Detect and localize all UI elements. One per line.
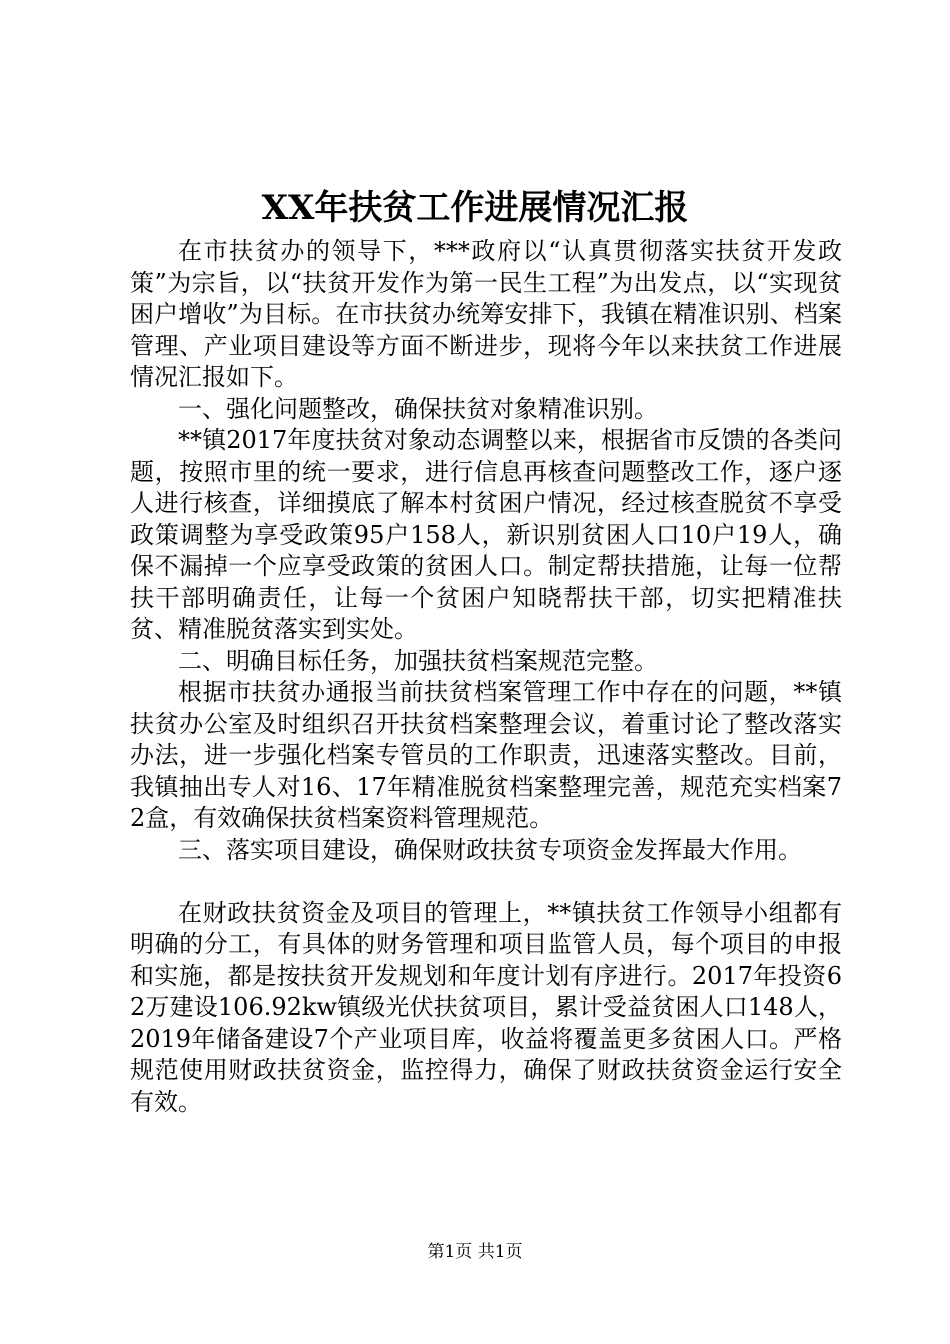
section-heading-3: 三、落实项目建设，确保财政扶贫专项资金发挥最大作用。 [178, 835, 802, 864]
intro-paragraph: 在市扶贫办的领导下，***政府以“认真贯彻落实扶贫开发政策”为宗旨，以“扶贫开发作为第一民生工程”为出发点，以“实现贫困户增收”为目标。在市扶贫办统筹安排下，我镇在精准识别、档案管理、产业项目建设等方面不断进步，现将今年以来扶贫工作进展情况汇报如下。 [130, 237, 842, 391]
document-body [130, 236, 842, 1118]
section-1-paragraph: **镇2017年度扶贫对象动态调整以来，根据省市反馈的各类问题，按照市里的统一要求，进行信息再核查问题整改工作，逐户逐人进行核查，详细摸底了解本村贫困户情况，经过核查脱贫不享受政策调整为享受政策95户158人，新识别贫困人口10户19人，确保不漏掉一个应享受政策的贫困人口。制定帮扶措施，让每一位帮扶干部明确责任，让每一个贫困户知晓帮扶干部，切实把精准扶贫、精准脱贫落实到实处。 [130, 426, 842, 643]
section-3-paragraph: 在财政扶贫资金及项目的管理上，**镇扶贫工作领导小组都有明确的分工，有具体的财务管理和项目监管人员，每个项目的申报和实施，都是按扶贫开发规划和年度计划有序进行。2017年投资62万建设106.92kw镇级光伏扶贫项目，累计受益贫困人口148人，2019年储备建设7个产业项目库，收益将覆盖更多贫困人口。严格规范使用财政扶贫资金，监控得力，确保了财政扶贫资金运行安全有效。 [130, 898, 842, 1116]
page-footer: 第1页 共1页 [427, 1242, 523, 1262]
section-heading-2: 二、明确目标任务，加强扶贫档案规范完整。 [178, 646, 658, 675]
document-title: XX年扶贫工作进展情况汇报 [261, 188, 689, 228]
section-2-paragraph: 根据市扶贫办通报当前扶贫档案管理工作中存在的问题，**镇扶贫办公室及时组织召开扶贫档案整理会议，着重讨论了整改落实办法，进一步强化档案专管员的工作职责，迅速落实整改。目前，我镇抽出专人对16、17年精准脱贫档案整理完善，规范充实档案72盒，有效确保扶贫档案资料管理规范。 [130, 678, 842, 832]
section-heading-1: 一、强化问题整改，确保扶贫对象精准识别。 [178, 394, 658, 423]
